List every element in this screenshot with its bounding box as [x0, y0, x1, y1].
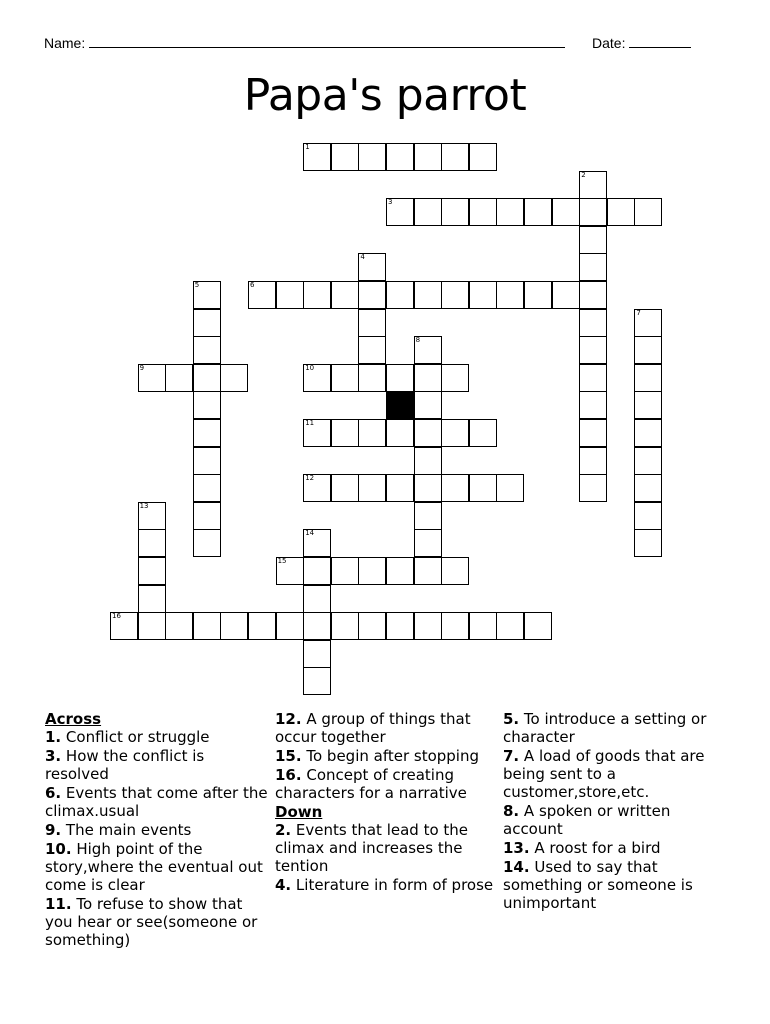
grid-cell[interactable] — [579, 253, 607, 281]
grid-cell[interactable] — [358, 557, 386, 585]
grid-cell[interactable] — [386, 364, 414, 392]
clue-number-label: 1 — [305, 143, 310, 151]
clue-number-label: 8 — [415, 336, 421, 345]
grid-cell[interactable] — [331, 419, 359, 447]
clue-number: 2. — [275, 821, 292, 839]
grid-cell[interactable] — [220, 364, 248, 392]
grid-cell[interactable] — [358, 364, 386, 392]
clue-text: Used to say that something or someone is unimportant — [503, 858, 693, 912]
grid-cell[interactable] — [276, 612, 304, 640]
clue-across-16 — [275, 766, 495, 802]
grid-cell[interactable] — [579, 391, 607, 419]
grid-cell[interactable] — [414, 391, 442, 419]
clue-down-8 — [503, 802, 708, 838]
grid-cell[interactable] — [358, 253, 386, 281]
grid-cell[interactable] — [414, 474, 442, 502]
clue-down-7 — [503, 747, 708, 801]
clues-column-1 — [45, 710, 270, 950]
grid-cell[interactable] — [386, 143, 414, 171]
clue-number: 8. — [503, 802, 520, 820]
grid-cell[interactable] — [579, 364, 607, 392]
grid-cell[interactable] — [193, 474, 221, 502]
grid-cell[interactable] — [358, 309, 386, 337]
clue-number-label: 4 — [360, 253, 365, 262]
clue-across-11 — [45, 895, 270, 949]
clue-text: Conflict or struggle — [65, 728, 210, 746]
black-square — [386, 391, 414, 419]
clue-number: 1. — [45, 728, 62, 746]
grid-cell[interactable] — [634, 309, 662, 337]
clue-number-label: 7 — [636, 308, 641, 317]
grid-cell[interactable] — [386, 612, 414, 640]
grid-cell[interactable] — [414, 557, 442, 585]
grid-cell[interactable] — [303, 281, 331, 309]
clue-number-label: 15 — [277, 557, 287, 565]
clue-text: How the conflict is resolved — [45, 747, 205, 783]
grid-cell[interactable] — [331, 557, 359, 585]
grid-cell[interactable] — [276, 557, 304, 585]
clue-across-1 — [45, 728, 270, 746]
clue-text: Concept of creating characters for a narrative — [275, 766, 467, 802]
grid-cell[interactable] — [469, 612, 497, 640]
grid-cell[interactable] — [303, 364, 331, 392]
clue-across-3 — [45, 747, 270, 783]
grid-cell[interactable] — [441, 198, 469, 226]
clue-number: 7. — [503, 747, 520, 765]
page-title: Papa's parrot — [243, 70, 527, 121]
clues-column-3 — [503, 710, 708, 913]
clue-text: The main events — [65, 821, 192, 839]
grid-cell[interactable] — [579, 281, 607, 309]
grid-cell[interactable] — [579, 447, 607, 475]
clue-number-label: 14 — [305, 529, 315, 538]
grid-cell[interactable] — [441, 364, 469, 392]
grid-cell[interactable] — [386, 419, 414, 447]
clue-across-10 — [45, 840, 270, 894]
clues-column-2 — [275, 710, 495, 895]
grid-cell[interactable] — [303, 667, 331, 695]
clue-across-9 — [45, 821, 270, 839]
clue-number: 4. — [275, 876, 292, 894]
grid-cell[interactable] — [193, 447, 221, 475]
grid-cell[interactable] — [138, 612, 166, 640]
clue-number: 5. — [503, 710, 520, 728]
clue-text: To begin after stopping — [306, 747, 479, 765]
grid-cell[interactable] — [579, 336, 607, 364]
grid-cell[interactable] — [496, 281, 524, 309]
clue-number: 10. — [45, 840, 72, 858]
grid-cell[interactable] — [358, 612, 386, 640]
clue-down-5 — [503, 710, 708, 746]
grid-cell[interactable] — [607, 198, 635, 226]
grid-cell[interactable] — [579, 171, 607, 199]
grid-cell[interactable] — [634, 364, 662, 392]
grid-cell[interactable] — [331, 281, 359, 309]
grid-cell[interactable] — [193, 309, 221, 337]
grid-cell[interactable] — [138, 557, 166, 585]
grid-cell[interactable] — [331, 364, 359, 392]
grid-cell[interactable] — [165, 612, 193, 640]
clue-across-6 — [45, 784, 270, 820]
clue-text: A group of things that occur together — [275, 710, 471, 746]
grid-cell[interactable] — [579, 309, 607, 337]
grid-cell[interactable] — [441, 419, 469, 447]
grid-cell[interactable] — [579, 198, 607, 226]
grid-cell[interactable] — [358, 336, 386, 364]
grid-cell[interactable] — [193, 391, 221, 419]
clue-down-14 — [503, 858, 708, 912]
grid-cell[interactable] — [358, 281, 386, 309]
clue-number: 14. — [503, 858, 530, 876]
clue-number-label: 9 — [139, 363, 145, 372]
grid-cell[interactable] — [469, 143, 497, 171]
clue-text: Literature in form of prose — [295, 876, 494, 894]
grid-cell[interactable] — [331, 612, 359, 640]
grid-cell[interactable] — [193, 364, 221, 392]
date-label: Date: — [592, 35, 626, 51]
grid-cell[interactable] — [193, 502, 221, 530]
clue-number-label: 12 — [305, 474, 315, 483]
grid-cell[interactable] — [634, 419, 662, 447]
clue-number: 6. — [45, 784, 62, 802]
clue-text: Events that lead to the climax and increases the tention — [275, 821, 469, 875]
clue-number: 15. — [275, 747, 302, 765]
grid-cell[interactable] — [414, 447, 442, 475]
grid-cell[interactable] — [193, 529, 221, 557]
grid-cell[interactable] — [524, 281, 552, 309]
grid-cell[interactable] — [303, 474, 331, 502]
grid-cell[interactable] — [579, 474, 607, 502]
grid-cell[interactable] — [414, 419, 442, 447]
grid-cell[interactable] — [414, 612, 442, 640]
grid-cell[interactable] — [386, 198, 414, 226]
grid-cell[interactable] — [414, 529, 442, 557]
grid-cell[interactable] — [303, 585, 331, 613]
grid-cell[interactable] — [496, 474, 524, 502]
grid-cell[interactable] — [496, 198, 524, 226]
clue-number: 3. — [45, 747, 62, 765]
grid-cell[interactable] — [248, 281, 276, 309]
clue-number-label: 16 — [112, 612, 121, 621]
clue-across-12 — [275, 710, 495, 746]
grid-cell[interactable] — [524, 198, 552, 226]
grid-cell[interactable] — [414, 364, 442, 392]
grid-cell[interactable] — [386, 557, 414, 585]
grid-cell[interactable] — [165, 364, 193, 392]
grid-cell[interactable] — [358, 474, 386, 502]
grid-cell[interactable] — [138, 585, 166, 613]
grid-cell[interactable] — [441, 281, 469, 309]
clue-number-label: 3 — [388, 198, 393, 207]
across-heading: Across — [45, 710, 102, 728]
grid-cell[interactable] — [634, 391, 662, 419]
grid-cell[interactable] — [386, 474, 414, 502]
grid-cell[interactable] — [634, 474, 662, 502]
grid-cell[interactable] — [414, 281, 442, 309]
clue-number: 16. — [275, 766, 302, 784]
clue-text: A spoken or written account — [503, 802, 671, 838]
grid-cell[interactable] — [414, 502, 442, 530]
clue-text: High point of the story,where the eventual out come is clear — [45, 840, 263, 894]
clue-number-label: 6 — [250, 281, 255, 289]
clue-down-4 — [275, 876, 495, 894]
grid-cell[interactable] — [276, 281, 304, 309]
grid-cell[interactable] — [441, 557, 469, 585]
grid-cell[interactable] — [358, 143, 386, 171]
grid-cell[interactable] — [220, 612, 248, 640]
grid-cell[interactable] — [331, 143, 359, 171]
grid-cell[interactable] — [386, 281, 414, 309]
grid-cell[interactable] — [469, 419, 497, 447]
grid-cell[interactable] — [441, 474, 469, 502]
clue-number-label: 5 — [194, 281, 200, 289]
grid-cell[interactable] — [441, 612, 469, 640]
grid-cell[interactable] — [303, 529, 331, 557]
grid-cell[interactable] — [524, 612, 552, 640]
grid-cell[interactable] — [110, 612, 138, 640]
grid-cell[interactable] — [414, 143, 442, 171]
grid-cell[interactable] — [138, 364, 166, 392]
clue-down-2 — [275, 821, 495, 875]
grid-cell[interactable] — [193, 336, 221, 364]
clue-number: 13. — [503, 839, 530, 857]
grid-cell[interactable] — [414, 336, 442, 364]
grid-cell[interactable] — [303, 612, 331, 640]
clue-text: A load of goods that are being sent to a customer,store,etc. — [503, 747, 705, 801]
grid-cell[interactable] — [496, 612, 524, 640]
grid-cell[interactable] — [552, 281, 580, 309]
clue-text: Events that come after the climax.usual — [45, 784, 268, 820]
grid-cell[interactable] — [634, 529, 662, 557]
clue-number-label: 13 — [139, 501, 149, 510]
grid-cell[interactable] — [303, 419, 331, 447]
clue-number-label: 11 — [305, 419, 315, 427]
clue-across-15 — [275, 747, 495, 765]
down-heading: Down — [275, 803, 323, 821]
grid-cell[interactable] — [138, 529, 166, 557]
grid-cell[interactable] — [469, 474, 497, 502]
grid-cell[interactable] — [469, 198, 497, 226]
grid-cell[interactable] — [303, 557, 331, 585]
grid-cell[interactable] — [358, 419, 386, 447]
clue-number: 11. — [45, 895, 72, 913]
grid-cell[interactable] — [193, 281, 221, 309]
clue-number-label: 10 — [305, 363, 315, 372]
clue-text: To refuse to show that you hear or see(someone or something) — [45, 895, 258, 949]
clue-number: 12. — [275, 710, 302, 728]
clue-number-label: 2 — [581, 170, 586, 179]
clue-text: To introduce a setting or character — [503, 710, 707, 746]
grid-cell[interactable] — [441, 143, 469, 171]
clue-down-13 — [503, 839, 708, 857]
grid-cell[interactable] — [469, 281, 497, 309]
grid-cell[interactable] — [579, 419, 607, 447]
clue-text: A roost for a bird — [534, 839, 661, 857]
grid-cell[interactable] — [193, 612, 221, 640]
grid-cell[interactable] — [414, 198, 442, 226]
grid-cell[interactable] — [634, 336, 662, 364]
grid-cell[interactable] — [634, 198, 662, 226]
grid-cell[interactable] — [138, 502, 166, 530]
clue-number: 9. — [45, 821, 62, 839]
grid-cell[interactable] — [579, 226, 607, 254]
grid-cell[interactable] — [303, 143, 331, 171]
grid-cell[interactable] — [634, 447, 662, 475]
grid-cell[interactable] — [303, 640, 331, 668]
grid-cell[interactable] — [193, 419, 221, 447]
name-label: Name: — [44, 35, 86, 51]
grid-cell[interactable] — [248, 612, 276, 640]
grid-cell[interactable] — [552, 198, 580, 226]
grid-cell[interactable] — [331, 474, 359, 502]
grid-cell[interactable] — [634, 502, 662, 530]
